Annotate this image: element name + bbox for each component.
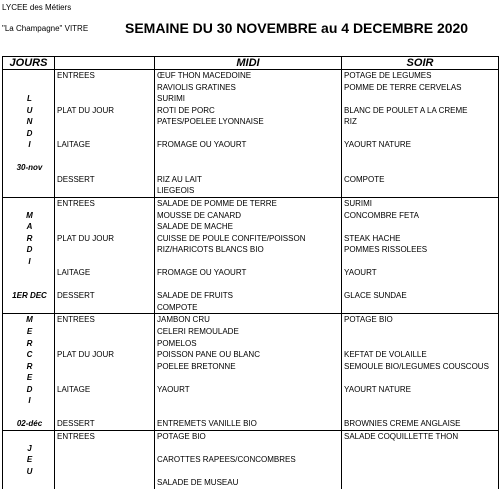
category-cell: ENTREES xyxy=(55,314,155,326)
day-spacer xyxy=(5,151,54,163)
menu-row xyxy=(3,338,499,350)
day-spacer xyxy=(5,407,54,419)
menu-row xyxy=(3,151,499,163)
day-spacer xyxy=(5,82,54,94)
menu-row xyxy=(3,93,499,105)
category-cell: PLAT DU JOUR xyxy=(55,349,155,361)
day-spacer xyxy=(5,477,54,489)
soir-cell: SEMOULE BIO/LEGUMES COUSCOUS xyxy=(342,361,499,373)
category-cell xyxy=(55,326,155,338)
day-letter: L xyxy=(27,94,32,104)
menu-row xyxy=(3,407,499,419)
day-label xyxy=(3,70,55,198)
midi-cell xyxy=(155,466,342,478)
header-row xyxy=(3,57,499,70)
soir-cell: STEAK HACHE xyxy=(342,233,499,245)
menu-row xyxy=(3,443,499,455)
menu-row xyxy=(3,477,499,489)
midi-cell xyxy=(155,151,342,163)
category-cell xyxy=(55,338,155,350)
day-letter: E xyxy=(26,373,33,383)
day-letter: R xyxy=(26,338,33,348)
midi-cell xyxy=(155,128,342,140)
day-date: 30-nov xyxy=(16,163,43,173)
midi-cell xyxy=(155,256,342,268)
category-cell xyxy=(55,443,155,455)
soir-cell: POTAGE BIO xyxy=(342,314,499,326)
soir-cell: POTAGE DE LEGUMES xyxy=(342,70,499,82)
menu-row xyxy=(3,430,499,442)
menu-row xyxy=(3,185,499,197)
midi-cell xyxy=(155,443,342,455)
midi-cell: PATES/POELEE LYONNAISE xyxy=(155,116,342,128)
menu-table xyxy=(2,56,499,489)
soir-cell: BLANC DE POULET A LA CREME xyxy=(342,105,499,117)
category-cell: LAITAGE xyxy=(55,384,155,396)
menu-row xyxy=(3,116,499,128)
category-cell: ENTREES xyxy=(55,70,155,82)
midi-cell: ŒUF THON MACEDOINE xyxy=(155,70,342,82)
midi-cell: CELERI REMOULADE xyxy=(155,326,342,338)
menu-row xyxy=(3,326,499,338)
category-cell: PLAT DU JOUR xyxy=(55,105,155,117)
category-cell xyxy=(55,302,155,314)
soir-cell xyxy=(342,395,499,407)
soir-cell: POMME DE TERRE CERVELAS xyxy=(342,82,499,94)
menu-row xyxy=(3,418,499,430)
soir-cell: POMMES RISSOLEES xyxy=(342,244,499,256)
header-soir: SOIR xyxy=(342,57,499,70)
header-jours: JOURS xyxy=(3,57,55,70)
soir-cell: GLACE SUNDAE xyxy=(342,290,499,302)
menu-row xyxy=(3,256,499,268)
soir-cell xyxy=(342,338,499,350)
soir-cell xyxy=(342,372,499,384)
category-cell: PLAT DU JOUR xyxy=(55,233,155,245)
menu-row xyxy=(3,267,499,279)
day-letter: I xyxy=(28,396,31,406)
midi-cell: CAROTTES RAPEES/CONCOMBRES xyxy=(155,454,342,466)
menu-row xyxy=(3,279,499,291)
midi-cell: YAOURT xyxy=(155,384,342,396)
school-subtitle: "La Champagne" VITRE xyxy=(2,24,89,33)
midi-cell: RIZ/HARICOTS BLANCS BIO xyxy=(155,244,342,256)
menu-row xyxy=(3,361,499,373)
category-cell xyxy=(55,221,155,233)
soir-cell: YAOURT xyxy=(342,267,499,279)
day-spacer xyxy=(5,267,54,279)
day-letter: D xyxy=(26,384,33,394)
day-letter: N xyxy=(26,117,33,127)
day-letter: U xyxy=(26,466,33,476)
soir-cell xyxy=(342,185,499,197)
midi-cell: ROTI DE PORC xyxy=(155,105,342,117)
midi-cell: FROMAGE OU YAOURT xyxy=(155,139,342,151)
day-letter: E xyxy=(26,327,33,337)
soir-cell xyxy=(342,454,499,466)
menu-row xyxy=(3,349,499,361)
day-letter: D xyxy=(26,245,33,255)
category-cell: DESSERT xyxy=(55,174,155,186)
category-cell xyxy=(55,407,155,419)
soir-cell: CONCOMBRE FETA xyxy=(342,210,499,222)
midi-cell: SALADE DE MACHE xyxy=(155,221,342,233)
category-cell xyxy=(55,395,155,407)
menu-row xyxy=(3,395,499,407)
category-cell xyxy=(55,82,155,94)
day-letter: I xyxy=(28,140,31,150)
day-letter: M xyxy=(26,315,33,325)
day-spacer xyxy=(5,198,54,210)
category-cell xyxy=(55,128,155,140)
category-cell xyxy=(55,477,155,489)
soir-cell: SURIMI xyxy=(342,198,499,210)
menu-row xyxy=(3,128,499,140)
soir-cell xyxy=(342,326,499,338)
menu-row xyxy=(3,244,499,256)
day-letter: E xyxy=(26,455,33,465)
category-cell xyxy=(55,151,155,163)
menu-row xyxy=(3,233,499,245)
day-spacer xyxy=(5,431,54,443)
day-letter: R xyxy=(26,233,33,243)
category-cell xyxy=(55,256,155,268)
midi-cell: SURIMI xyxy=(155,93,342,105)
menu-row xyxy=(3,174,499,186)
midi-cell xyxy=(155,395,342,407)
day-spacer xyxy=(5,185,54,197)
category-cell: ENTREES xyxy=(55,198,155,210)
menu-row xyxy=(3,466,499,478)
day-letter: A xyxy=(26,222,33,232)
header-category xyxy=(55,57,155,70)
category-cell xyxy=(55,454,155,466)
menu-row xyxy=(3,454,499,466)
header-midi: MIDI xyxy=(155,57,342,70)
day-letter: C xyxy=(26,350,33,360)
midi-cell: LIEGEOIS xyxy=(155,185,342,197)
midi-cell: POISSON PANE OU BLANC xyxy=(155,349,342,361)
midi-cell: POELEE BRETONNE xyxy=(155,361,342,373)
soir-cell xyxy=(342,151,499,163)
day-label xyxy=(3,430,55,488)
soir-cell xyxy=(342,221,499,233)
midi-cell: JAMBON CRU xyxy=(155,314,342,326)
midi-cell: SALADE DE FRUITS xyxy=(155,290,342,302)
soir-cell: YAOURT NATURE xyxy=(342,384,499,396)
day-spacer xyxy=(5,302,54,314)
school-name: LYCEE des Métiers xyxy=(2,3,72,12)
page-title: SEMAINE DU 30 NOVEMBRE au 4 DECEMBRE 2020 xyxy=(125,20,469,36)
menu-row xyxy=(3,302,499,314)
soir-cell xyxy=(342,162,499,174)
day-letter: M xyxy=(26,210,33,220)
midi-cell: POMELOS xyxy=(155,338,342,350)
category-cell: LAITAGE xyxy=(55,267,155,279)
menu-row xyxy=(3,384,499,396)
day-letter: J xyxy=(27,443,32,453)
soir-cell xyxy=(342,256,499,268)
midi-cell xyxy=(155,372,342,384)
menu-row xyxy=(3,210,499,222)
day-label xyxy=(3,314,55,430)
day-letter: R xyxy=(26,361,33,371)
menu-row xyxy=(3,314,499,326)
menu-row xyxy=(3,162,499,174)
category-cell: LAITAGE xyxy=(55,139,155,151)
day-spacer xyxy=(5,174,54,186)
menu-row xyxy=(3,105,499,117)
day-spacer xyxy=(5,70,54,82)
day-letter: I xyxy=(28,256,31,266)
midi-cell: RAVIOLIS GRATINES xyxy=(155,82,342,94)
midi-cell xyxy=(155,279,342,291)
day-letter: U xyxy=(26,105,33,115)
menu-row xyxy=(3,139,499,151)
category-cell xyxy=(55,185,155,197)
midi-cell: CUISSE DE POULE CONFITE/POISSON xyxy=(155,233,342,245)
category-cell xyxy=(55,93,155,105)
soir-cell xyxy=(342,302,499,314)
soir-cell: RIZ xyxy=(342,116,499,128)
midi-cell: FROMAGE OU YAOURT xyxy=(155,267,342,279)
menu-body xyxy=(3,70,499,489)
soir-cell: YAOURT NATURE xyxy=(342,139,499,151)
menu-row xyxy=(3,221,499,233)
midi-cell: MOUSSE DE CANARD xyxy=(155,210,342,222)
midi-cell xyxy=(155,162,342,174)
menu-row xyxy=(3,372,499,384)
category-cell xyxy=(55,279,155,291)
soir-cell xyxy=(342,128,499,140)
soir-cell xyxy=(342,279,499,291)
midi-cell: SALADE DE POMME DE TERRE xyxy=(155,198,342,210)
soir-cell xyxy=(342,407,499,419)
midi-cell: ENTREMETS VANILLE BIO xyxy=(155,418,342,430)
day-letter: D xyxy=(26,128,33,138)
day-label xyxy=(3,198,55,314)
soir-cell xyxy=(342,466,499,478)
menu-row xyxy=(3,290,499,302)
midi-cell: RIZ AU LAIT xyxy=(155,174,342,186)
category-cell xyxy=(55,162,155,174)
category-cell: DESSERT xyxy=(55,418,155,430)
category-cell xyxy=(55,372,155,384)
category-cell xyxy=(55,116,155,128)
category-cell xyxy=(55,244,155,256)
category-cell: DESSERT xyxy=(55,290,155,302)
midi-cell: COMPOTE xyxy=(155,302,342,314)
day-date: 02-déc xyxy=(16,419,43,429)
midi-cell: SALADE DE MUSEAU xyxy=(155,477,342,489)
midi-cell xyxy=(155,407,342,419)
soir-cell: SALADE COQUILLETTE THON xyxy=(342,430,499,442)
soir-cell: BROWNIES CREME ANGLAISE xyxy=(342,418,499,430)
day-date: 1ER DEC xyxy=(12,291,47,301)
day-spacer xyxy=(5,279,54,291)
soir-cell xyxy=(342,477,499,489)
menu-row xyxy=(3,82,499,94)
soir-cell xyxy=(342,93,499,105)
midi-cell: POTAGE BIO xyxy=(155,430,342,442)
menu-row xyxy=(3,198,499,210)
soir-cell xyxy=(342,443,499,455)
menu-row xyxy=(3,70,499,82)
category-cell: ENTREES xyxy=(55,430,155,442)
category-cell xyxy=(55,210,155,222)
category-cell xyxy=(55,466,155,478)
soir-cell: COMPOTE xyxy=(342,174,499,186)
category-cell xyxy=(55,361,155,373)
soir-cell: KEFTAT DE VOLAILLE xyxy=(342,349,499,361)
